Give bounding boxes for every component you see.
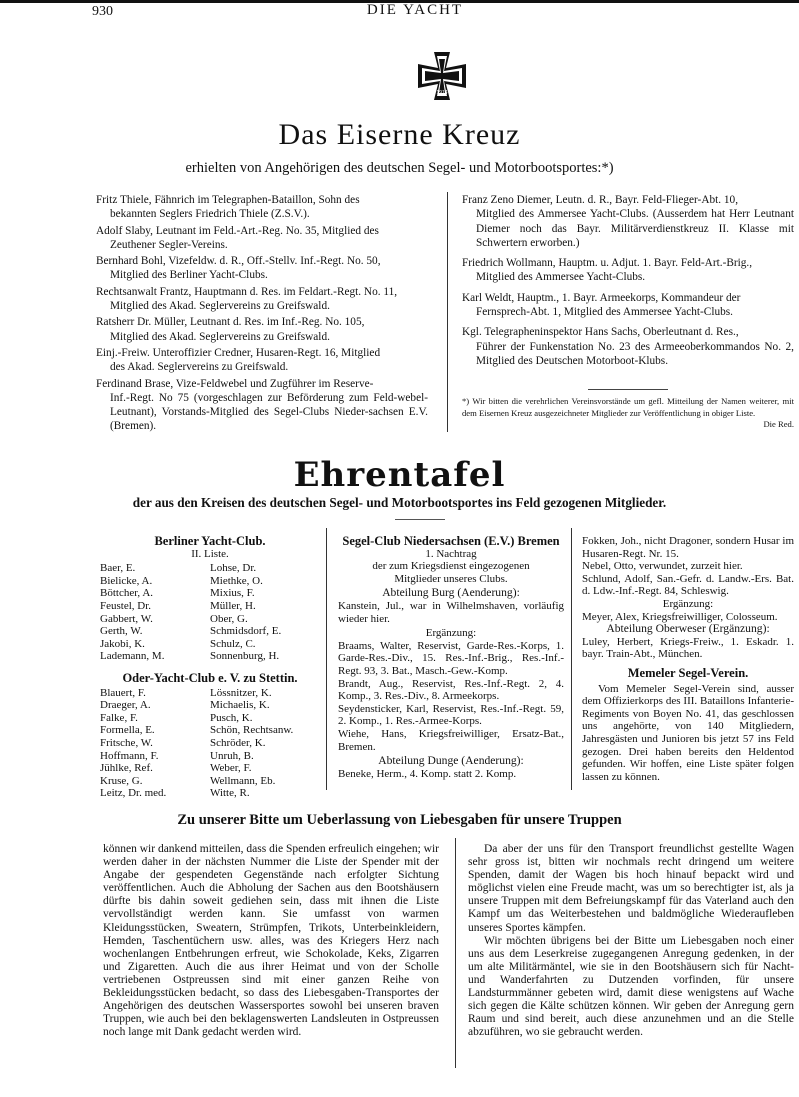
- oder-list: [100, 687, 320, 800]
- list-item: Kruse, G.: [100, 774, 143, 787]
- paragraph: Wir möchten übrigens bei der Bitte um Liebesgaben noch einer uns aus dem Leserkreise zugegangenen Anregung gedenken, in der um alte Militärmäntel, wie sie in den Bootshäusern sich für Nacht- und Wanderfahrten zu Dutzenden vorfinden, für unsere Landsturmmänner gebeten wird, damit diese wenigstens auf Wache sich gegen die Kälte schützen können. Wir geben der Anregung gern Raum und sind bereit, auch diese anzunehmen und an die Stelle abzuführen, wo sie gebraucht werden.: [468, 934, 794, 1039]
- liebesgaben-left-column: [103, 843, 439, 1039]
- subsection-heading: Abteilung Dunge (Aenderung):: [378, 754, 524, 768]
- list-item: Michaelis, K.: [210, 699, 270, 712]
- list-item: Karl Weldt, Hauptm., 1. Bayr. Armeekorps, Kommandeur der Fernsprech-Abt. 1, Mitglied des Ammersee Yacht-Clubs.: [462, 291, 741, 319]
- column-divider: [571, 528, 572, 790]
- intro-line: 1. Nachtrag: [425, 547, 477, 560]
- footnote-text: *) Wir bitten die verehrlichen Vereinsvorstände um gefl. Mitteilung der Namen weiterer, mit dem Eisernen Kreuz ausgezeichneter Mitglieder zur Veröffentlichung in obiger Liste.: [462, 396, 794, 418]
- list-item: Ferdinand Brase, Vize-Feldwebel und Zugführer im Reserve- Inf.-Regt. No 75 (vorgeschlagen zur Beförderung zum Feld-webel-Leutnant), Vorstands-Mitglied des Segel-Clubs Nieder-sachsen E.V. (Bremen).: [96, 377, 428, 433]
- list-item: Lademann, M.: [100, 650, 165, 663]
- list-item: Luley, Herbert, Kriegs-Freiw., 1. Eskadr. 1. bayr. Train-Abt., München.: [582, 635, 794, 661]
- ehrentafel-col-2: [338, 535, 564, 780]
- list-item: Kgl. Telegrapheninspektor Hans Sachs, Oberleutnant d. Res., Führer der Funkenstation No. 23 des Armeeoberkommandos No. 2, Mitglied des Deutschen Motorboot-Klubs.: [462, 326, 794, 367]
- memel-paragraph: Vom Memeler Segel-Verein sind, ausser dem Offizierkorps des III. Bataillons Infanterie-Regiments von Boyen No. 41, das geschlossen uns angehörte, von 140 Mitgliedern, Jahresgästen und Junioren bis jetzt 57 ins Feld gezogen. Drei haben bereits den Heldentod gefunden. Wir hoffen, eine Liste später folgen lassen zu können.: [582, 682, 794, 783]
- ehrentafel-col-1: [100, 535, 320, 800]
- title-rule: [395, 519, 445, 520]
- list-item: Franz Zeno Diemer, Leutn. d. R., Bayr. Feld-Flieger-Abt. 10, Mitglied des Ammersee Yacht-Clubs. (Ausserdem hat Herr Leutnant Diemer noch das Bayr. Militärverdienstkreuz II. Klasse mit Schwertern erworben.): [462, 194, 794, 249]
- section-heading: Segel-Club Niedersachsen (E.V.) Bremen: [342, 534, 560, 548]
- list-item: Friedrich Wollmann, Hauptm. u. Adjut. 1. Bayr. Feld-Art.-Brig., Mitglied des Ammersee Yacht-Clubs.: [462, 257, 753, 284]
- list-item: Formella, E.: [100, 724, 155, 737]
- list-item: Unruh, B.: [210, 749, 254, 762]
- list-item: Fritsche, W.: [100, 736, 153, 749]
- liebesgaben-right-column: [468, 843, 794, 1039]
- list-item: Jühlke, Ref.: [100, 762, 153, 775]
- list-item: Baer, E.: [100, 562, 136, 575]
- list-item: Pusch, K.: [210, 711, 253, 724]
- paragraph: Da aber der uns für den Transport freundlichst gestellte Wagen sehr gross ist, bitten wir nochmals recht dringend um weitere Spenden, damit der Wagen bis hoch hinauf bepackt wird und möglichst vielen eine Freude macht, was um so berechtigter ist, als ja unsere Truppen mit dem Befreiungskampf für das Vaterland auch den Kampf um das Weiterbestehen und baldmögliche Wiederaufleben unseres Sportes kämpfen.: [468, 843, 794, 934]
- list-item: Müller, H.: [210, 599, 256, 612]
- list-item: Leitz, Dr. med.: [100, 787, 167, 800]
- list-item: Sonnenburg, H.: [210, 650, 280, 663]
- paragraph: können wir dankend mitteilen, dass die Spenden erfreulich eingehen; wir werden daher in der nächsten Nummer die Liste der Spender mit der Angabe der gespendeten Gegenstände nach erfolgter Sichtung veröffentlichen. Auch die Abholung der Sachen aus den Bootshäusern dürfte bis dahin soweit gediehen sein, dass mit ihnen die Liste vervollständigt werden kann. Sie umfasst von warmen Kleidungsstücken, Sweatern, Strümpfen, Trikots, Unterbeinkleidern, Hemden, Taschentüchern usw. alles, was des Kriegers Herz nach wochenlangen Entbehrungen erfreut, wie Schokolade, Keks, Zigarren und Zigaretten. Auch die aus ihrer Heimat und von der Scholle vertriebenen Ostpreussen sind mit einer ganzen Reihe von Bekleidungsstücken bedacht, so dass des Liebesgaben-Transportes der Angehörigen des deutschen Wassersportes sowohl bei unseren braven Truppen, wie auch bei den beklagenswerten Landsleuten in Ostpreussen noch lange mit Dank gedacht werden wird.: [103, 843, 439, 1039]
- list-item: Lohse, Dr.: [210, 562, 257, 575]
- ehrentafel-subtitle: der aus den Kreisen des deutschen Segel- und Motorbootsportes ins Feld gezogenen Mitglieder.: [132, 495, 667, 510]
- list-item: Wellmann, Eb.: [210, 774, 276, 787]
- list-item: Blauert, F.: [100, 686, 146, 699]
- subsection-heading: Abteilung Burg (Aenderung):: [382, 586, 520, 600]
- footnote-rule: [588, 389, 668, 390]
- list-item: Fokken, Joh., nicht Dragoner, sondern Husar im Husaren-Regt. Nr. 15.: [582, 535, 794, 560]
- subsection-heading: Abteilung Oberweser (Ergänzung):: [606, 622, 770, 636]
- list-item: Brandt, Aug., Reservist, Res.-Inf.-Regt. 2, 4. Komp., 3. Res.-Div., 8. Armeekorps.: [338, 677, 564, 703]
- page-subtitle: erhielten von Angehörigen des deutschen Segel- und Motorbootsportes:*): [185, 160, 614, 176]
- list-item: Gabbert, W.: [100, 612, 153, 625]
- list-item: Adolf Slaby, Leutnant im Feld.-Art.-Reg. No. 35, Mitglied des Zeuthener Segler-Vereins.: [96, 224, 379, 251]
- section-heading: Oder-Yacht-Club e. V. zu Stettin.: [122, 670, 298, 685]
- ehrentafel-title: Ehrentafel: [293, 455, 506, 495]
- list-item: Böttcher, A.: [100, 587, 154, 600]
- column-divider: [326, 528, 327, 790]
- list-item: Ober, G.: [210, 612, 248, 625]
- list-item: Schulz, C.: [210, 637, 256, 650]
- footnote: [462, 389, 794, 431]
- kreuz-right-column: [462, 193, 794, 370]
- list-item: Kanstein, Jul., war in Wilhelmshaven, vorläufig wieder hier.: [338, 599, 564, 625]
- section-heading: Berliner Yacht-Club.: [154, 534, 266, 548]
- list-item: Beneke, Herm., 4. Komp. statt 2. Komp.: [338, 767, 517, 780]
- list-item: Hoffmann, F.: [100, 749, 159, 762]
- list-item: Meyer, Alex, Kriegsfreiwilliger, Colosseum.: [582, 610, 778, 623]
- list-item: Schröder, K.: [210, 736, 266, 749]
- list-item: Braams, Walter, Reservist, Garde-Res.-Korps, 1. Garde-Res.-Div., 15. Res.-Inf.-Brig., Res.-Inf.-Regt. 93, 3. Bat., Masch.-Gew.-Komp.: [338, 639, 564, 677]
- list-item: Ratsherr Dr. Müller, Leutnant d. Res. im Inf.-Reg. No. 105, Mitglied des Akad. Seglervereins zu Greifswald.: [96, 316, 365, 343]
- iron-cross-icon: [416, 50, 468, 102]
- list-item: Einj.-Freiw. Unteroffizier Credner, Husaren-Regt. 16, Mitglied des Akad. Seglervereins zu Greifswald.: [96, 346, 381, 374]
- list-item: Draeger, A.: [100, 699, 151, 712]
- section-heading: Memeler Segel-Verein.: [627, 665, 749, 680]
- list-item: Rechtsanwalt Frantz, Hauptmann d. Res. im Feldart.-Regt. No. 11, Mitglied des Akad. Seglervereins zu Greifswald.: [96, 285, 398, 313]
- list-item: Jakobi, K.: [100, 637, 145, 650]
- list-item: Feustel, Dr.: [100, 599, 152, 612]
- list-item: Bernhard Bohl, Vizefeldw. d. R., Off.-Stellv. Inf.-Regt. No. 50, Mitglied des Berliner Yacht-Clubs.: [96, 255, 381, 282]
- intro-line: Mitglieder unseres Clubs.: [394, 572, 508, 585]
- ehrentafel-col-3: [582, 535, 794, 783]
- intro-line: der zum Kriegsdienst eingezogenen: [372, 560, 530, 573]
- list-item: Mixius, F.: [210, 587, 255, 600]
- list-item: Schön, Rechtsanw.: [210, 724, 294, 737]
- list-item: Schlund, Adolf, San.-Gefr. d. Landw.-Ers. Bat. d. Ldw.-Inf.-Regt. 84, Schleswig.: [582, 572, 794, 598]
- running-head: DIE YACHT: [366, 2, 464, 18]
- page-number: 930: [92, 4, 113, 19]
- subsection-heading: Ergänzung:: [662, 597, 714, 610]
- berlin-list: [100, 562, 320, 663]
- list-item: Lössnitzer, K.: [210, 686, 272, 699]
- list-item: Fritz Thiele, Fähnrich im Telegraphen-Bataillon, Sohn des bekannten Seglers Friedrich Thiele (Z.S.V.).: [96, 194, 360, 221]
- section-subheading: II. Liste.: [191, 547, 229, 560]
- cross-year: 1914: [436, 90, 448, 96]
- list-item: Gerth, W.: [100, 625, 143, 638]
- column-divider: [455, 838, 456, 1068]
- list-item: Seydensticker, Karl, Reservist, Res.-Inf.-Regt. 59, 2. Komp., 1. Res.-Armee-Korps.: [338, 702, 564, 728]
- list-item: Witte, R.: [210, 787, 250, 800]
- list-item: Schmidsdorf, E.: [210, 625, 282, 638]
- list-item: Falke, F.: [100, 711, 138, 724]
- list-item: Nebel, Otto, verwundet, zurzeit hier.: [582, 560, 743, 573]
- column-divider: [447, 192, 448, 432]
- kreuz-left-column: [96, 193, 428, 436]
- footnote-sign: Die Red.: [763, 419, 794, 429]
- list-item: Wiehe, Hans, Kriegsfreiwilliger, Ersatz-Bat., Bremen.: [338, 727, 564, 753]
- page-title: Das Eiserne Kreuz: [278, 118, 521, 151]
- subsection-heading: Ergänzung:: [425, 627, 477, 640]
- liebesgaben-title: Zu unserer Bitte um Ueberlassung von Liebesgaben für unsere Truppen: [177, 812, 622, 828]
- list-item: Miethke, O.: [210, 574, 263, 587]
- list-item: Bielicke, A.: [100, 574, 153, 587]
- list-item: Weber, F.: [210, 762, 252, 775]
